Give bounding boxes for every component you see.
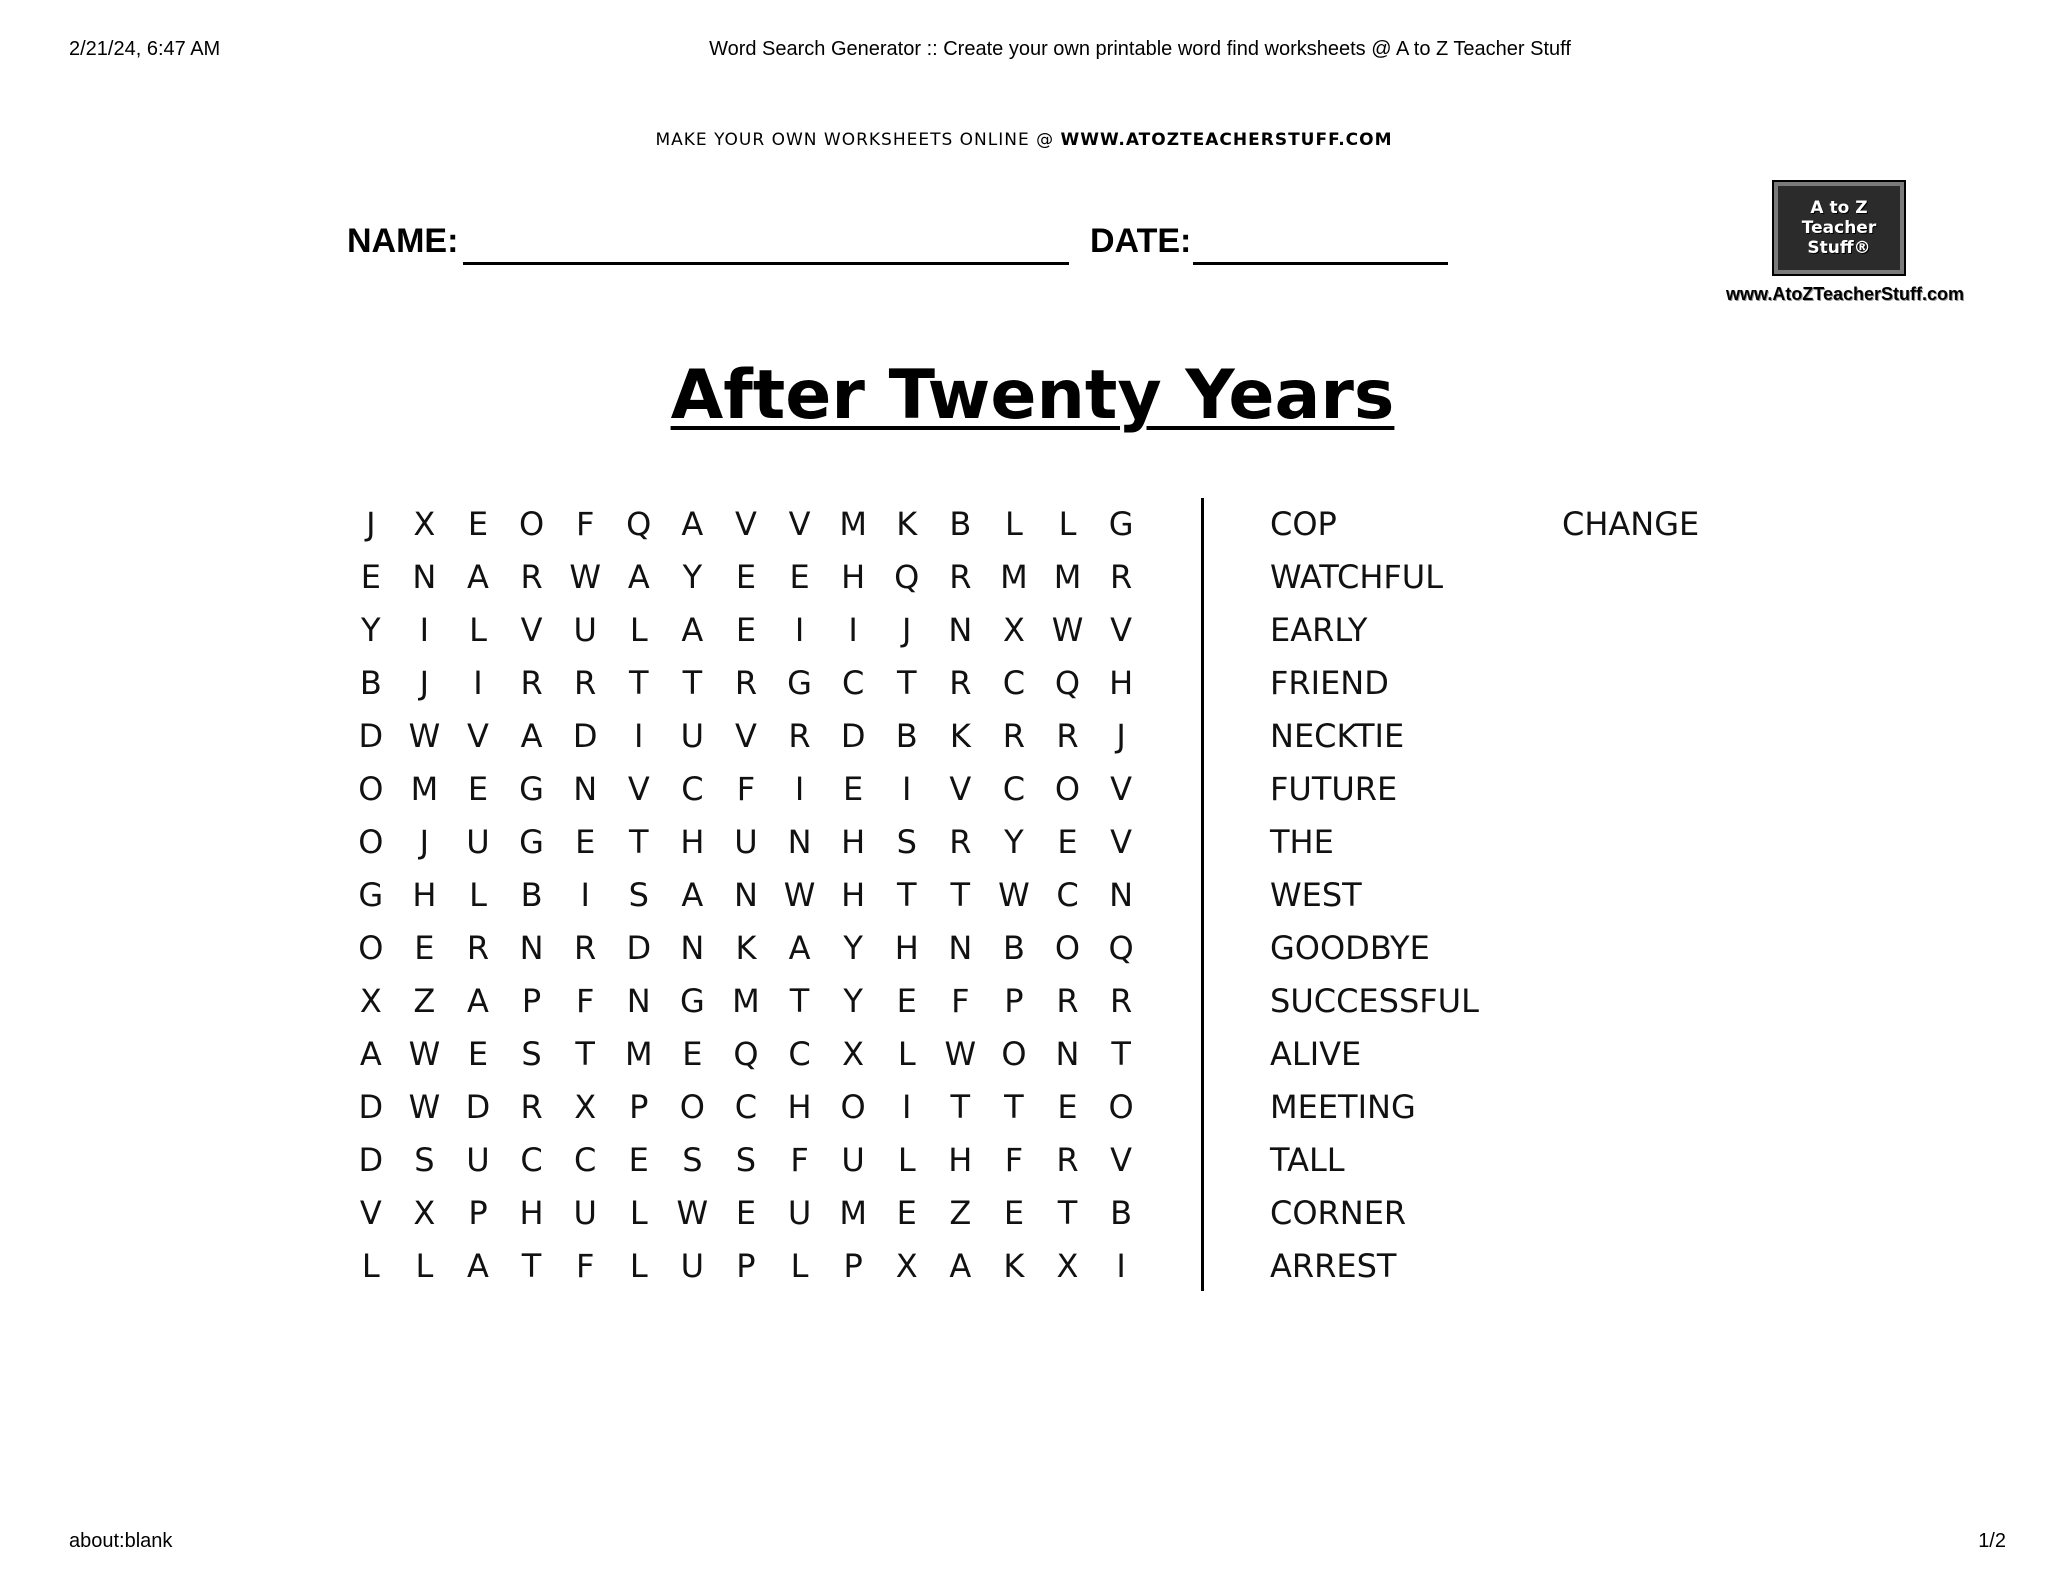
- grid-cell: M: [1000, 558, 1028, 596]
- grid-cell: S: [896, 823, 917, 861]
- grid-cell: T: [521, 1247, 542, 1285]
- grid-cell: T: [682, 664, 703, 702]
- grid-cell: T: [628, 664, 649, 702]
- grid-cell: R: [734, 664, 758, 702]
- word-list-item: WEST: [1270, 876, 1362, 914]
- grid-cell: M: [839, 505, 867, 543]
- grid-cell: E: [628, 1141, 649, 1179]
- grid-cell: R: [1056, 982, 1079, 1020]
- grid-cell: U: [573, 1194, 597, 1232]
- grid-cell: U: [573, 611, 597, 649]
- grid-cell: M: [1053, 558, 1082, 596]
- grid-cell: Q: [626, 505, 652, 543]
- grid-cell: V: [949, 770, 972, 808]
- word-list-item: COP: [1270, 505, 1337, 543]
- grid-cell: S: [628, 876, 649, 914]
- word-list-item: CORNER: [1270, 1194, 1407, 1232]
- grid-cell: C: [681, 770, 704, 808]
- grid-cell: C: [1002, 770, 1026, 808]
- grid-cell: A: [359, 1035, 382, 1073]
- grid-cell: E: [575, 823, 596, 861]
- grid-cell: G: [519, 770, 544, 808]
- grid-cell: H: [412, 876, 437, 914]
- grid-cell: F: [1004, 1141, 1024, 1179]
- grid-cell: E: [467, 1035, 489, 1073]
- grid-cell: Y: [682, 558, 703, 596]
- grid-cell: I: [634, 717, 644, 755]
- grid-cell: A: [627, 558, 650, 596]
- grid-cell: L: [629, 1247, 648, 1285]
- grid-row: [344, 1134, 1148, 1187]
- grid-cell: R: [949, 558, 972, 596]
- grid-cell: C: [841, 664, 865, 702]
- grid-cell: K: [735, 929, 757, 967]
- grid-cell: M: [732, 982, 760, 1020]
- grid-cell: X: [1056, 1247, 1079, 1285]
- logo-line-3: Stuff®: [1807, 238, 1871, 258]
- grid-cell: R: [1002, 717, 1026, 755]
- grid-cell: C: [1002, 664, 1026, 702]
- grid-cell: Y: [361, 611, 381, 649]
- grid-cell: Y: [1004, 823, 1024, 861]
- grid-cell: E: [789, 558, 810, 596]
- grid-cell: E: [735, 558, 757, 596]
- grid-cell: N: [1109, 876, 1134, 914]
- grid-cell: L: [897, 1035, 916, 1073]
- grid-row: [344, 1028, 1148, 1081]
- grid-cell: G: [1108, 505, 1134, 543]
- grid-cell: O: [1054, 770, 1081, 808]
- grid-cell: E: [735, 611, 757, 649]
- grid-cell: E: [896, 982, 917, 1020]
- grid-cell: W: [944, 1035, 977, 1073]
- grid-cell: H: [841, 876, 866, 914]
- grid-cell: A: [681, 505, 704, 543]
- grid-cell: T: [950, 1088, 971, 1126]
- word-search-grid: [344, 498, 1148, 1293]
- promo-banner: [0, 130, 2048, 150]
- grid-cell: R: [574, 929, 597, 967]
- grid-cell: L: [469, 876, 487, 914]
- word-list-item: ALIVE: [1270, 1035, 1362, 1073]
- grid-cell: G: [519, 823, 544, 861]
- grid-cell: D: [465, 1088, 491, 1126]
- grid-cell: P: [843, 1247, 863, 1285]
- grid-cell: H: [519, 1194, 544, 1232]
- grid-cell: B: [949, 505, 972, 543]
- grid-cell: B: [1002, 929, 1025, 967]
- grid-cell: T: [1004, 1088, 1024, 1126]
- grid-cell: Y: [843, 982, 863, 1020]
- grid-cell: A: [949, 1247, 972, 1285]
- grid-cell: E: [1003, 1194, 1025, 1232]
- grid-cell: J: [419, 823, 430, 861]
- grid-cell: X: [413, 505, 436, 543]
- grid-row: [344, 975, 1148, 1028]
- grid-cell: O: [1001, 1035, 1027, 1073]
- grid-cell: I: [902, 770, 912, 808]
- grid-cell: H: [841, 823, 866, 861]
- grid-cell: L: [629, 1194, 648, 1232]
- logo-line-2: Teacher: [1801, 218, 1877, 238]
- grid-cell: V: [520, 611, 543, 649]
- grid-cell: O: [518, 505, 545, 543]
- grid-cell: O: [840, 1088, 866, 1126]
- grid-cell: S: [521, 1035, 542, 1073]
- grid-cell: P: [1004, 982, 1024, 1020]
- grid-cell: A: [467, 1247, 489, 1285]
- grid-cell: N: [412, 558, 437, 596]
- grid-cell: I: [848, 611, 858, 649]
- grid-cell: I: [580, 876, 590, 914]
- grid-cell: C: [734, 1088, 758, 1126]
- grid-row: [344, 551, 1148, 604]
- grid-cell: C: [788, 1035, 811, 1073]
- grid-cell: F: [736, 770, 756, 808]
- grid-cell: I: [794, 611, 805, 649]
- grid-cell: E: [360, 558, 381, 596]
- grid-cell: H: [894, 929, 919, 967]
- worksheet-title: After Twenty Years: [670, 356, 1395, 435]
- grid-cell: U: [680, 1247, 705, 1285]
- grid-cell: X: [574, 1088, 597, 1126]
- word-list-item: NECKTIE: [1270, 717, 1405, 755]
- grid-cell: F: [575, 1247, 595, 1285]
- grid-cell: F: [575, 982, 595, 1020]
- grid-cell: R: [1056, 717, 1079, 755]
- grid-cell: A: [520, 717, 543, 755]
- grid-row: [344, 763, 1148, 816]
- print-page-title: Word Search Generator :: Create your own printable word find worksheets @ A to Z Teacher Stuff: [709, 38, 1571, 60]
- grid-cell: A: [681, 611, 704, 649]
- date-label: DATE:: [1090, 222, 1192, 260]
- grid-row: [344, 604, 1148, 657]
- grid-row: [344, 816, 1148, 869]
- atoz-logo: [1774, 182, 1904, 274]
- grid-cell: E: [1057, 1088, 1078, 1126]
- grid-cell: B: [359, 664, 382, 702]
- grid-cell: S: [682, 1141, 703, 1179]
- date-blank-line: [1193, 262, 1448, 265]
- grid-cell: U: [734, 823, 758, 861]
- grid-cell: U: [787, 1194, 812, 1232]
- grid-cell: C: [520, 1141, 543, 1179]
- grid-cell: G: [358, 876, 384, 914]
- grid-cell: I: [419, 611, 430, 649]
- grid-cell: S: [735, 1141, 757, 1179]
- grid-cell: W: [1051, 611, 1084, 649]
- grid-cell: X: [842, 1035, 865, 1073]
- grid-cell: A: [467, 982, 489, 1020]
- grid-row: [344, 922, 1148, 975]
- grid-cell: R: [520, 558, 543, 596]
- grid-cell: U: [841, 1141, 865, 1179]
- name-blank-line: [463, 262, 1069, 265]
- grid-cell: M: [839, 1194, 867, 1232]
- promo-text: MAKE YOUR OWN WORKSHEETS ONLINE @: [655, 130, 1061, 150]
- grid-cell: L: [1005, 505, 1023, 543]
- grid-cell: S: [414, 1141, 435, 1179]
- grid-cell: N: [519, 929, 544, 967]
- grid-cell: E: [682, 1035, 703, 1073]
- grid-cell: P: [521, 982, 542, 1020]
- grid-cell: N: [787, 823, 812, 861]
- grid-cell: T: [896, 664, 917, 702]
- grid-cell: D: [626, 929, 652, 967]
- grid-cell: L: [897, 1141, 916, 1179]
- grid-cell: I: [1116, 1247, 1126, 1285]
- grid-cell: I: [473, 664, 483, 702]
- grid-divider: [1201, 498, 1204, 1291]
- grid-cell: D: [840, 717, 866, 755]
- grid-cell: T: [950, 876, 971, 914]
- name-label: NAME:: [347, 222, 459, 260]
- grid-cell: T: [575, 1035, 595, 1073]
- print-footer-url: about:blank: [69, 1530, 173, 1552]
- grid-cell: F: [575, 505, 595, 543]
- promo-url[interactable]: WWW.ATOZTEACHERSTUFF.COM: [1060, 130, 1393, 150]
- grid-cell: G: [787, 664, 812, 702]
- grid-cell: N: [948, 929, 973, 967]
- grid-cell: V: [467, 717, 489, 755]
- grid-cell: O: [679, 1088, 705, 1126]
- logo-url: www.AtoZTeacherStuff.com: [1725, 284, 1965, 304]
- grid-cell: V: [627, 770, 650, 808]
- grid-cell: R: [520, 1088, 543, 1126]
- grid-cell: D: [358, 1088, 384, 1126]
- grid-cell: F: [951, 982, 970, 1020]
- grid-cell: H: [680, 823, 705, 861]
- grid-cell: R: [466, 929, 490, 967]
- grid-cell: D: [358, 1141, 384, 1179]
- grid-cell: O: [358, 770, 384, 808]
- grid-cell: A: [788, 929, 811, 967]
- grid-cell: O: [358, 823, 384, 861]
- grid-cell: P: [468, 1194, 488, 1232]
- word-list-item: ARREST: [1270, 1247, 1397, 1285]
- grid-cell: C: [1056, 876, 1079, 914]
- print-page-number: 1/2: [1978, 1530, 2006, 1552]
- grid-cell: L: [790, 1247, 809, 1285]
- grid-cell: X: [1002, 611, 1025, 649]
- grid-cell: E: [467, 770, 489, 808]
- grid-cell: L: [1058, 505, 1077, 543]
- grid-cell: G: [679, 982, 705, 1020]
- grid-cell: T: [628, 823, 649, 861]
- grid-cell: E: [896, 1194, 917, 1232]
- grid-cell: T: [789, 982, 810, 1020]
- grid-cell: R: [788, 717, 811, 755]
- grid-cell: K: [949, 717, 971, 755]
- grid-cell: X: [359, 982, 382, 1020]
- grid-cell: J: [366, 505, 376, 543]
- word-list-item: SUCCESSFUL: [1270, 982, 1479, 1020]
- grid-cell: E: [414, 929, 435, 967]
- grid-row: [344, 657, 1148, 710]
- grid-cell: Q: [733, 1035, 759, 1073]
- grid-cell: V: [1110, 823, 1133, 861]
- grid-cell: B: [1110, 1194, 1133, 1232]
- word-list-item: CHANGE: [1562, 505, 1700, 543]
- grid-cell: R: [949, 664, 972, 702]
- grid-row: [344, 1187, 1148, 1240]
- word-list-item: FUTURE: [1270, 770, 1398, 808]
- grid-cell: O: [1108, 1088, 1134, 1126]
- grid-cell: D: [572, 717, 598, 755]
- grid-cell: L: [629, 611, 648, 649]
- grid-cell: I: [794, 770, 805, 808]
- grid-cell: B: [895, 717, 918, 755]
- word-list-item: WATCHFUL: [1270, 558, 1444, 596]
- grid-cell: V: [1110, 1141, 1133, 1179]
- grid-cell: E: [1057, 823, 1078, 861]
- grid-cell: Q: [1108, 929, 1134, 967]
- grid-cell: D: [358, 717, 384, 755]
- grid-cell: Y: [843, 929, 863, 967]
- logo-line-1: A to Z: [1810, 198, 1868, 218]
- grid-cell: B: [520, 876, 543, 914]
- grid-cell: O: [1054, 929, 1081, 967]
- grid-cell: R: [574, 664, 597, 702]
- grid-cell: H: [1109, 664, 1134, 702]
- grid-cell: E: [467, 505, 489, 543]
- grid-cell: W: [408, 1088, 441, 1126]
- grid-cell: J: [902, 611, 912, 649]
- grid-cell: V: [735, 717, 757, 755]
- grid-cell: R: [1109, 558, 1133, 596]
- grid-cell: N: [948, 611, 973, 649]
- grid-cell: N: [1055, 1035, 1080, 1073]
- grid-cell: R: [949, 823, 972, 861]
- grid-cell: W: [783, 876, 816, 914]
- print-datetime: 2/21/24, 6:47 AM: [69, 38, 221, 60]
- grid-cell: R: [1056, 1141, 1079, 1179]
- grid-cell: Z: [949, 1194, 972, 1232]
- grid-cell: U: [680, 717, 705, 755]
- grid-cell: O: [358, 929, 384, 967]
- grid-cell: Q: [1054, 664, 1081, 702]
- grid-cell: W: [998, 876, 1030, 914]
- grid-cell: A: [681, 876, 704, 914]
- grid-cell: T: [1057, 1194, 1078, 1232]
- grid-cell: W: [408, 1035, 441, 1073]
- grid-cell: J: [1116, 717, 1126, 755]
- grid-cell: W: [676, 1194, 709, 1232]
- grid-row: [344, 1081, 1148, 1134]
- grid-cell: H: [841, 558, 866, 596]
- grid-cell: U: [466, 823, 490, 861]
- grid-cell: H: [948, 1141, 973, 1179]
- word-list-item: THE: [1270, 823, 1334, 861]
- grid-cell: H: [787, 1088, 812, 1126]
- grid-row: [344, 1240, 1148, 1293]
- grid-cell: X: [895, 1247, 918, 1285]
- grid-cell: M: [624, 1035, 653, 1073]
- grid-cell: L: [361, 1247, 380, 1285]
- grid-cell: N: [733, 876, 758, 914]
- grid-cell: A: [467, 558, 489, 596]
- grid-row: [344, 710, 1148, 763]
- word-list-item: FRIEND: [1270, 664, 1389, 702]
- word-list-item: MEETING: [1270, 1088, 1416, 1126]
- grid-cell: M: [410, 770, 439, 808]
- word-list-item: TALL: [1270, 1141, 1345, 1179]
- grid-cell: F: [790, 1141, 809, 1179]
- grid-cell: V: [1110, 770, 1133, 808]
- grid-cell: N: [680, 929, 705, 967]
- grid-cell: L: [469, 611, 487, 649]
- grid-cell: I: [902, 1088, 912, 1126]
- word-list-column-2: [1562, 498, 1699, 551]
- grid-cell: L: [415, 1247, 434, 1285]
- grid-cell: R: [520, 664, 543, 702]
- word-list-item: EARLY: [1270, 611, 1368, 649]
- grid-cell: V: [788, 505, 811, 543]
- grid-cell: U: [466, 1141, 490, 1179]
- grid-cell: X: [413, 1194, 436, 1232]
- grid-cell: N: [626, 982, 651, 1020]
- grid-cell: P: [736, 1247, 756, 1285]
- grid-cell: P: [629, 1088, 649, 1126]
- grid-cell: T: [896, 876, 917, 914]
- grid-cell: K: [1003, 1247, 1025, 1285]
- grid-row: [344, 498, 1148, 551]
- grid-cell: W: [569, 558, 601, 596]
- grid-cell: R: [1109, 982, 1133, 1020]
- word-list-column-1: [1270, 498, 1479, 1293]
- grid-cell: E: [735, 1194, 757, 1232]
- grid-cell: V: [359, 1194, 382, 1232]
- grid-cell: K: [896, 505, 918, 543]
- grid-cell: W: [408, 717, 441, 755]
- grid-cell: C: [574, 1141, 597, 1179]
- word-list-item: GOODBYE: [1270, 929, 1430, 967]
- grid-cell: Z: [413, 982, 436, 1020]
- grid-cell: V: [1110, 611, 1133, 649]
- grid-cell: T: [1111, 1035, 1131, 1073]
- grid-cell: V: [735, 505, 757, 543]
- grid-row: [344, 869, 1148, 922]
- grid-cell: N: [573, 770, 598, 808]
- grid-cell: E: [843, 770, 864, 808]
- grid-cell: Q: [894, 558, 920, 596]
- grid-cell: J: [419, 664, 430, 702]
